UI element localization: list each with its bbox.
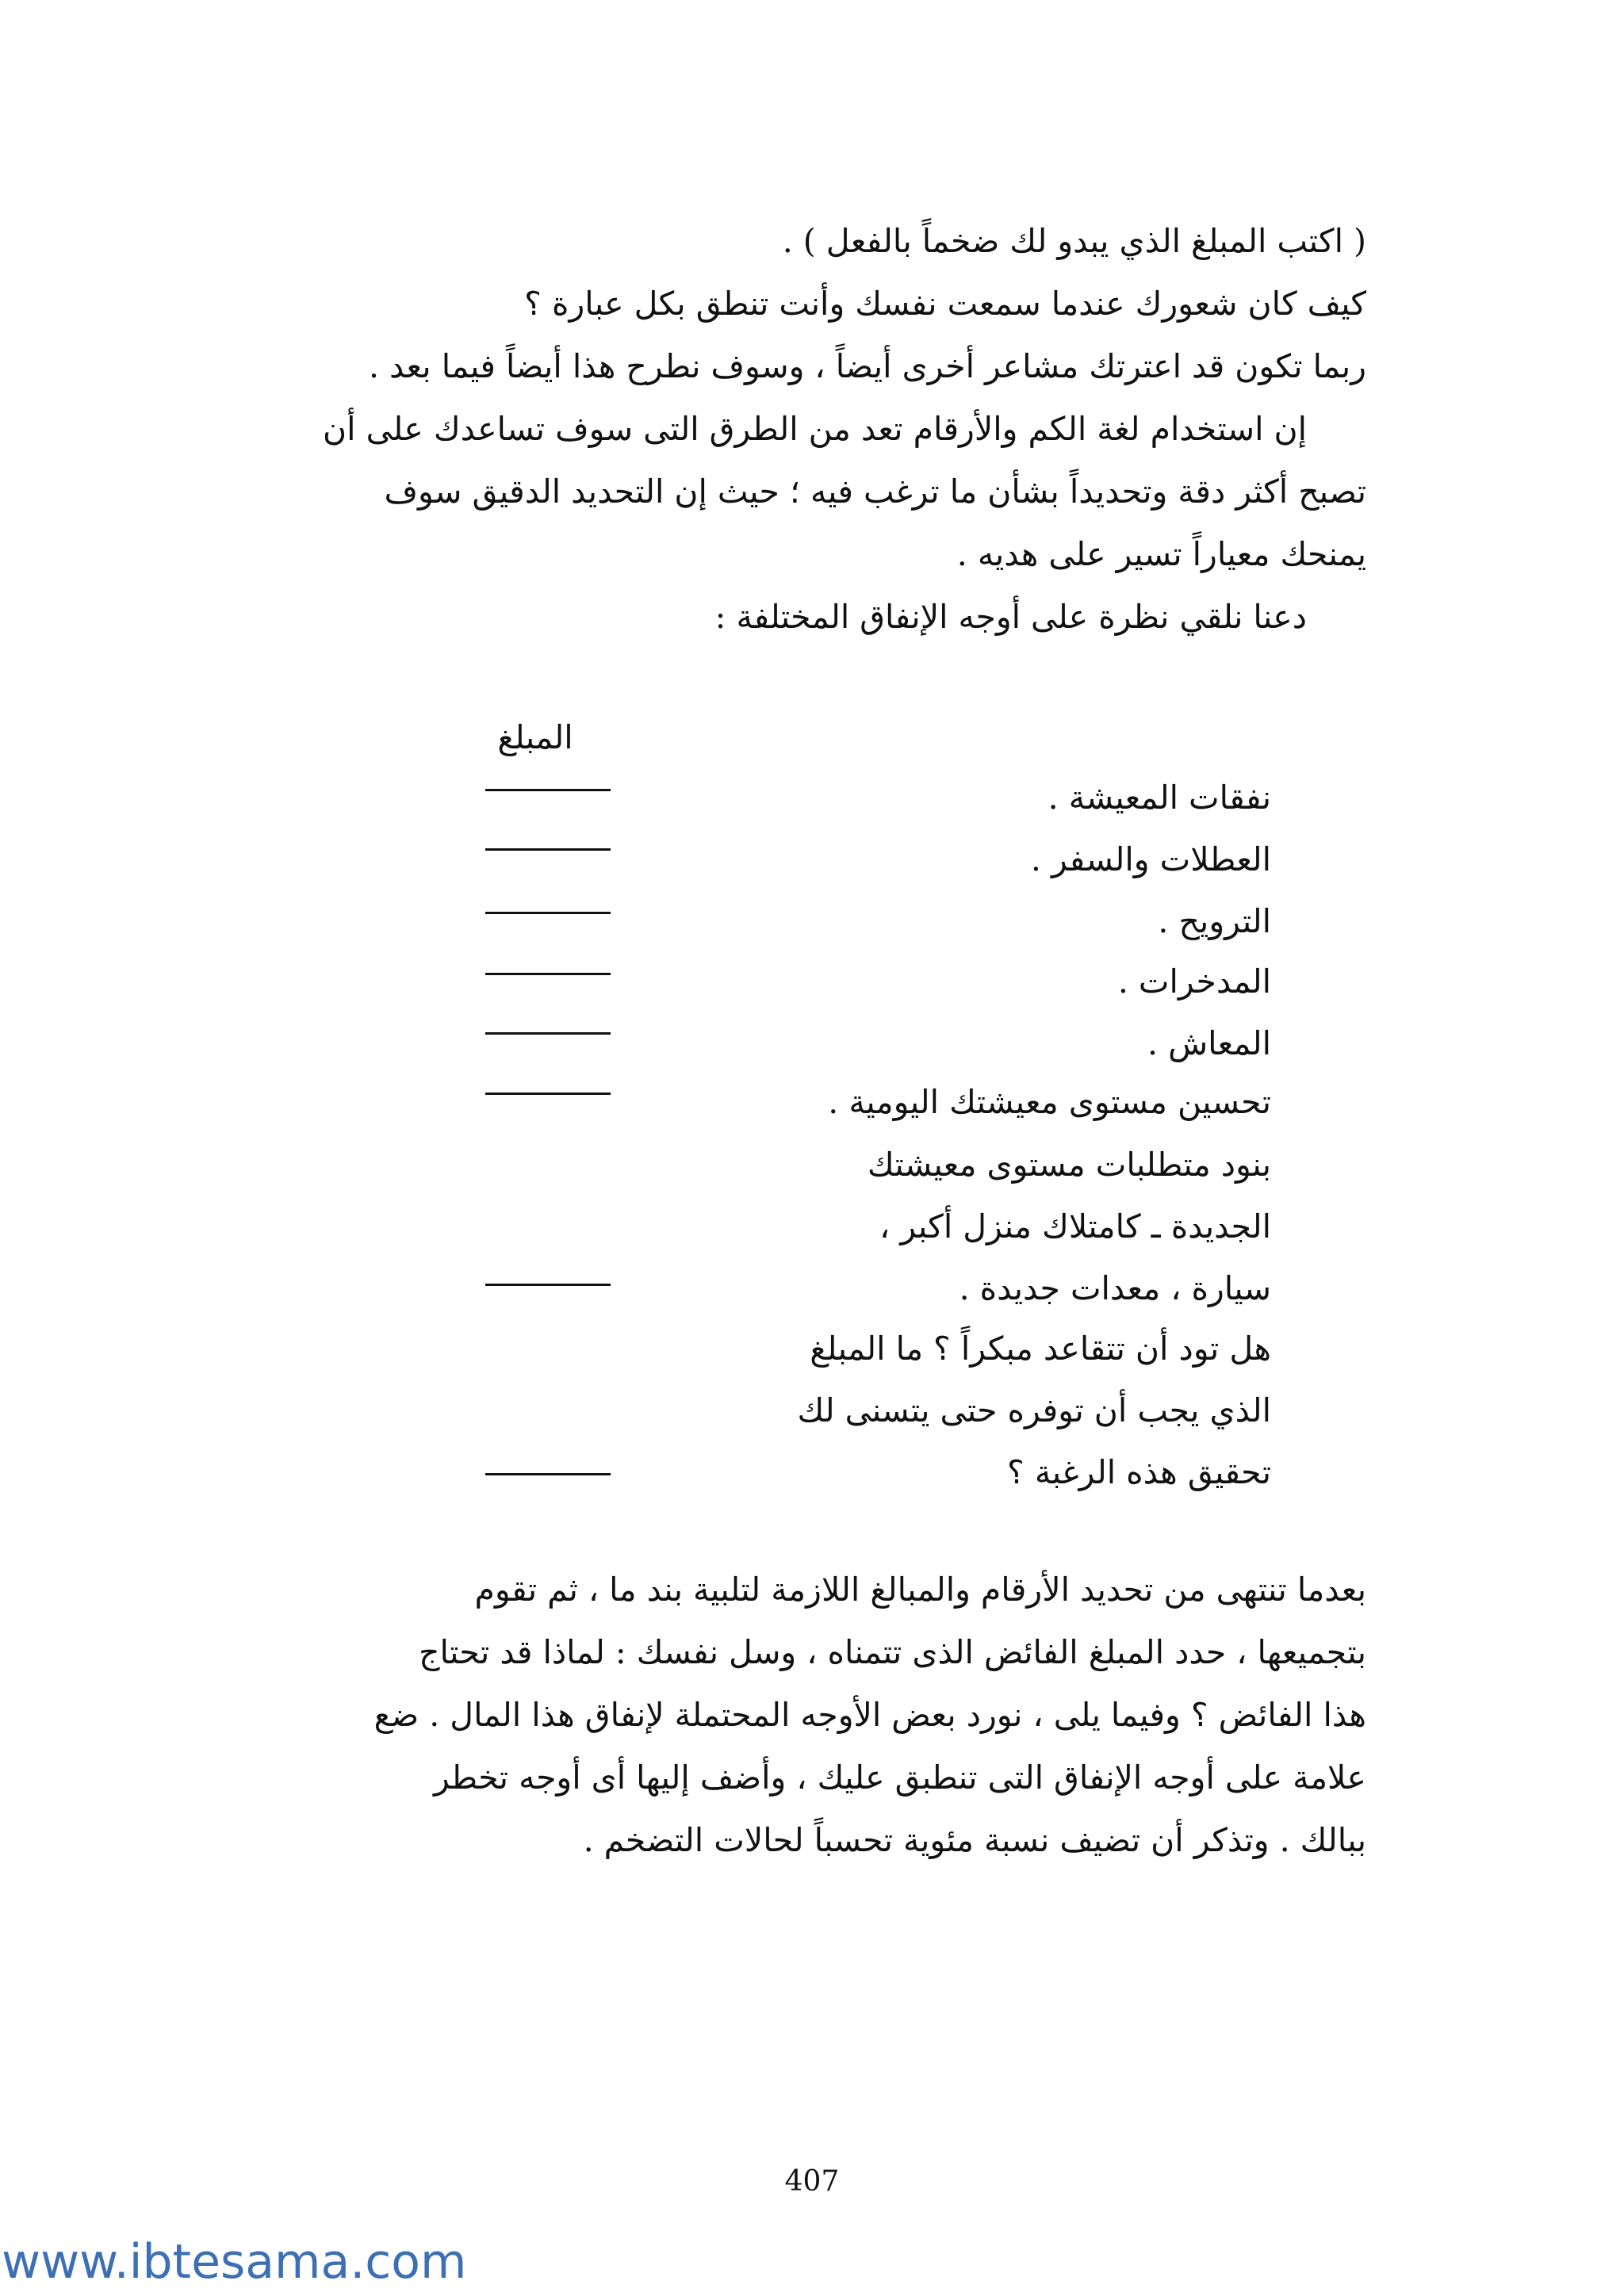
expense-label: الترويح .	[1158, 902, 1271, 940]
page-number: 407	[784, 2165, 840, 2198]
expense-item	[1158, 890, 1271, 952]
watermark-url: www.ibtesama.com	[2, 2234, 467, 2290]
expense-item	[828, 1071, 1271, 1133]
expense-label: سيارة ، معدات جديدة .	[959, 1269, 1271, 1307]
intro-line: دعنا نلقي نظرة على أوجه الإنفاق المختلفة :	[714, 598, 1307, 636]
closing-line: هذا الفائض ؟ وفيما يلى ، نورد بعض الأوجه المحتملة لإنفاق هذا المال . ضع	[373, 1696, 1366, 1734]
expense-label: هل تود أن تتقاعد مبكراً ؟ ما المبلغ	[810, 1330, 1271, 1368]
expense-label: الذي يجب أن توفره حتى يتسنى لك	[797, 1391, 1271, 1429]
intro-line: ربما تكون قد اعترتك مشاعر أخرى أيضاً ، وسوف نطرح هذا أيضاً فيما بعد .	[368, 347, 1366, 385]
closing-paragraph	[264, 1559, 1366, 1872]
expense-label: المدخرات .	[1117, 962, 1271, 1001]
expense-item	[1031, 828, 1271, 890]
intro-paragraph	[264, 210, 1366, 649]
amount-blank-line[interactable]	[485, 973, 611, 975]
amount-blank-line[interactable]	[485, 789, 611, 791]
intro-line: كيف كان شعورك عندما سمعت نفسك وأنت تنطق بكل عبارة ؟	[524, 285, 1366, 323]
expense-item	[1048, 767, 1271, 828]
amount-blank-line[interactable]	[485, 1473, 611, 1475]
expense-label: تحسين مستوى معيشتك اليومية .	[828, 1083, 1271, 1121]
intro-line: تصبح أكثر دقة وتحديداً بشأن ما ترغب فيه ؛ حيث إن التحديد الدقيق سوف	[384, 473, 1366, 511]
expense-item	[1147, 1012, 1271, 1074]
expense-label: بنود متطلبات مستوى معيشتك	[867, 1146, 1271, 1184]
amount-blank-line[interactable]	[485, 912, 611, 914]
expense-label: الجديدة ـ كامتلاك منزل أكبر ،	[879, 1207, 1271, 1246]
amount-column-header: المبلغ	[497, 718, 573, 756]
intro-line: إن استخدام لغة الكم والأرقام تعد من الطرق التى سوف تساعدك على أن	[323, 410, 1307, 448]
intro-line: يمنحك معياراً تسير على هديه .	[956, 535, 1366, 573]
amount-blank-line[interactable]	[485, 848, 611, 851]
closing-line: علامة على أوجه الإنفاق التى تنطبق عليك ، وأضف إليها أى أوجه تخطر	[433, 1758, 1366, 1797]
expense-item	[868, 1134, 1271, 1319]
expense-label: نفقات المعيشة .	[1048, 779, 1271, 817]
closing-line: ببالك . وتذكر أن تضيف نسبة مئوية تحسباً لحالات التضخم .	[583, 1821, 1366, 1859]
intro-line: ( اكتب المبلغ الذي يبدو لك ضخماً بالفعل ) .	[782, 222, 1366, 260]
expense-label: العطلات والسفر .	[1030, 840, 1271, 878]
amount-blank-line[interactable]	[485, 1284, 611, 1286]
expense-item	[798, 1318, 1271, 1503]
expense-label: المعاش .	[1147, 1024, 1271, 1062]
amount-blank-line[interactable]	[485, 1032, 611, 1035]
expense-item	[1118, 951, 1271, 1012]
expense-label: تحقيق هذه الرغبة ؟	[1007, 1453, 1271, 1491]
closing-line: بتجميعها ، حدد المبلغ الفائض الذى تتمناه ، وسل نفسك : لماذا قد تحتاج	[419, 1633, 1366, 1671]
amount-blank-line[interactable]	[485, 1093, 611, 1095]
closing-line: بعدما تنتهى من تحديد الأرقام والمبالغ اللازمة لتلبية بند ما ، ثم تقوم	[474, 1571, 1366, 1609]
